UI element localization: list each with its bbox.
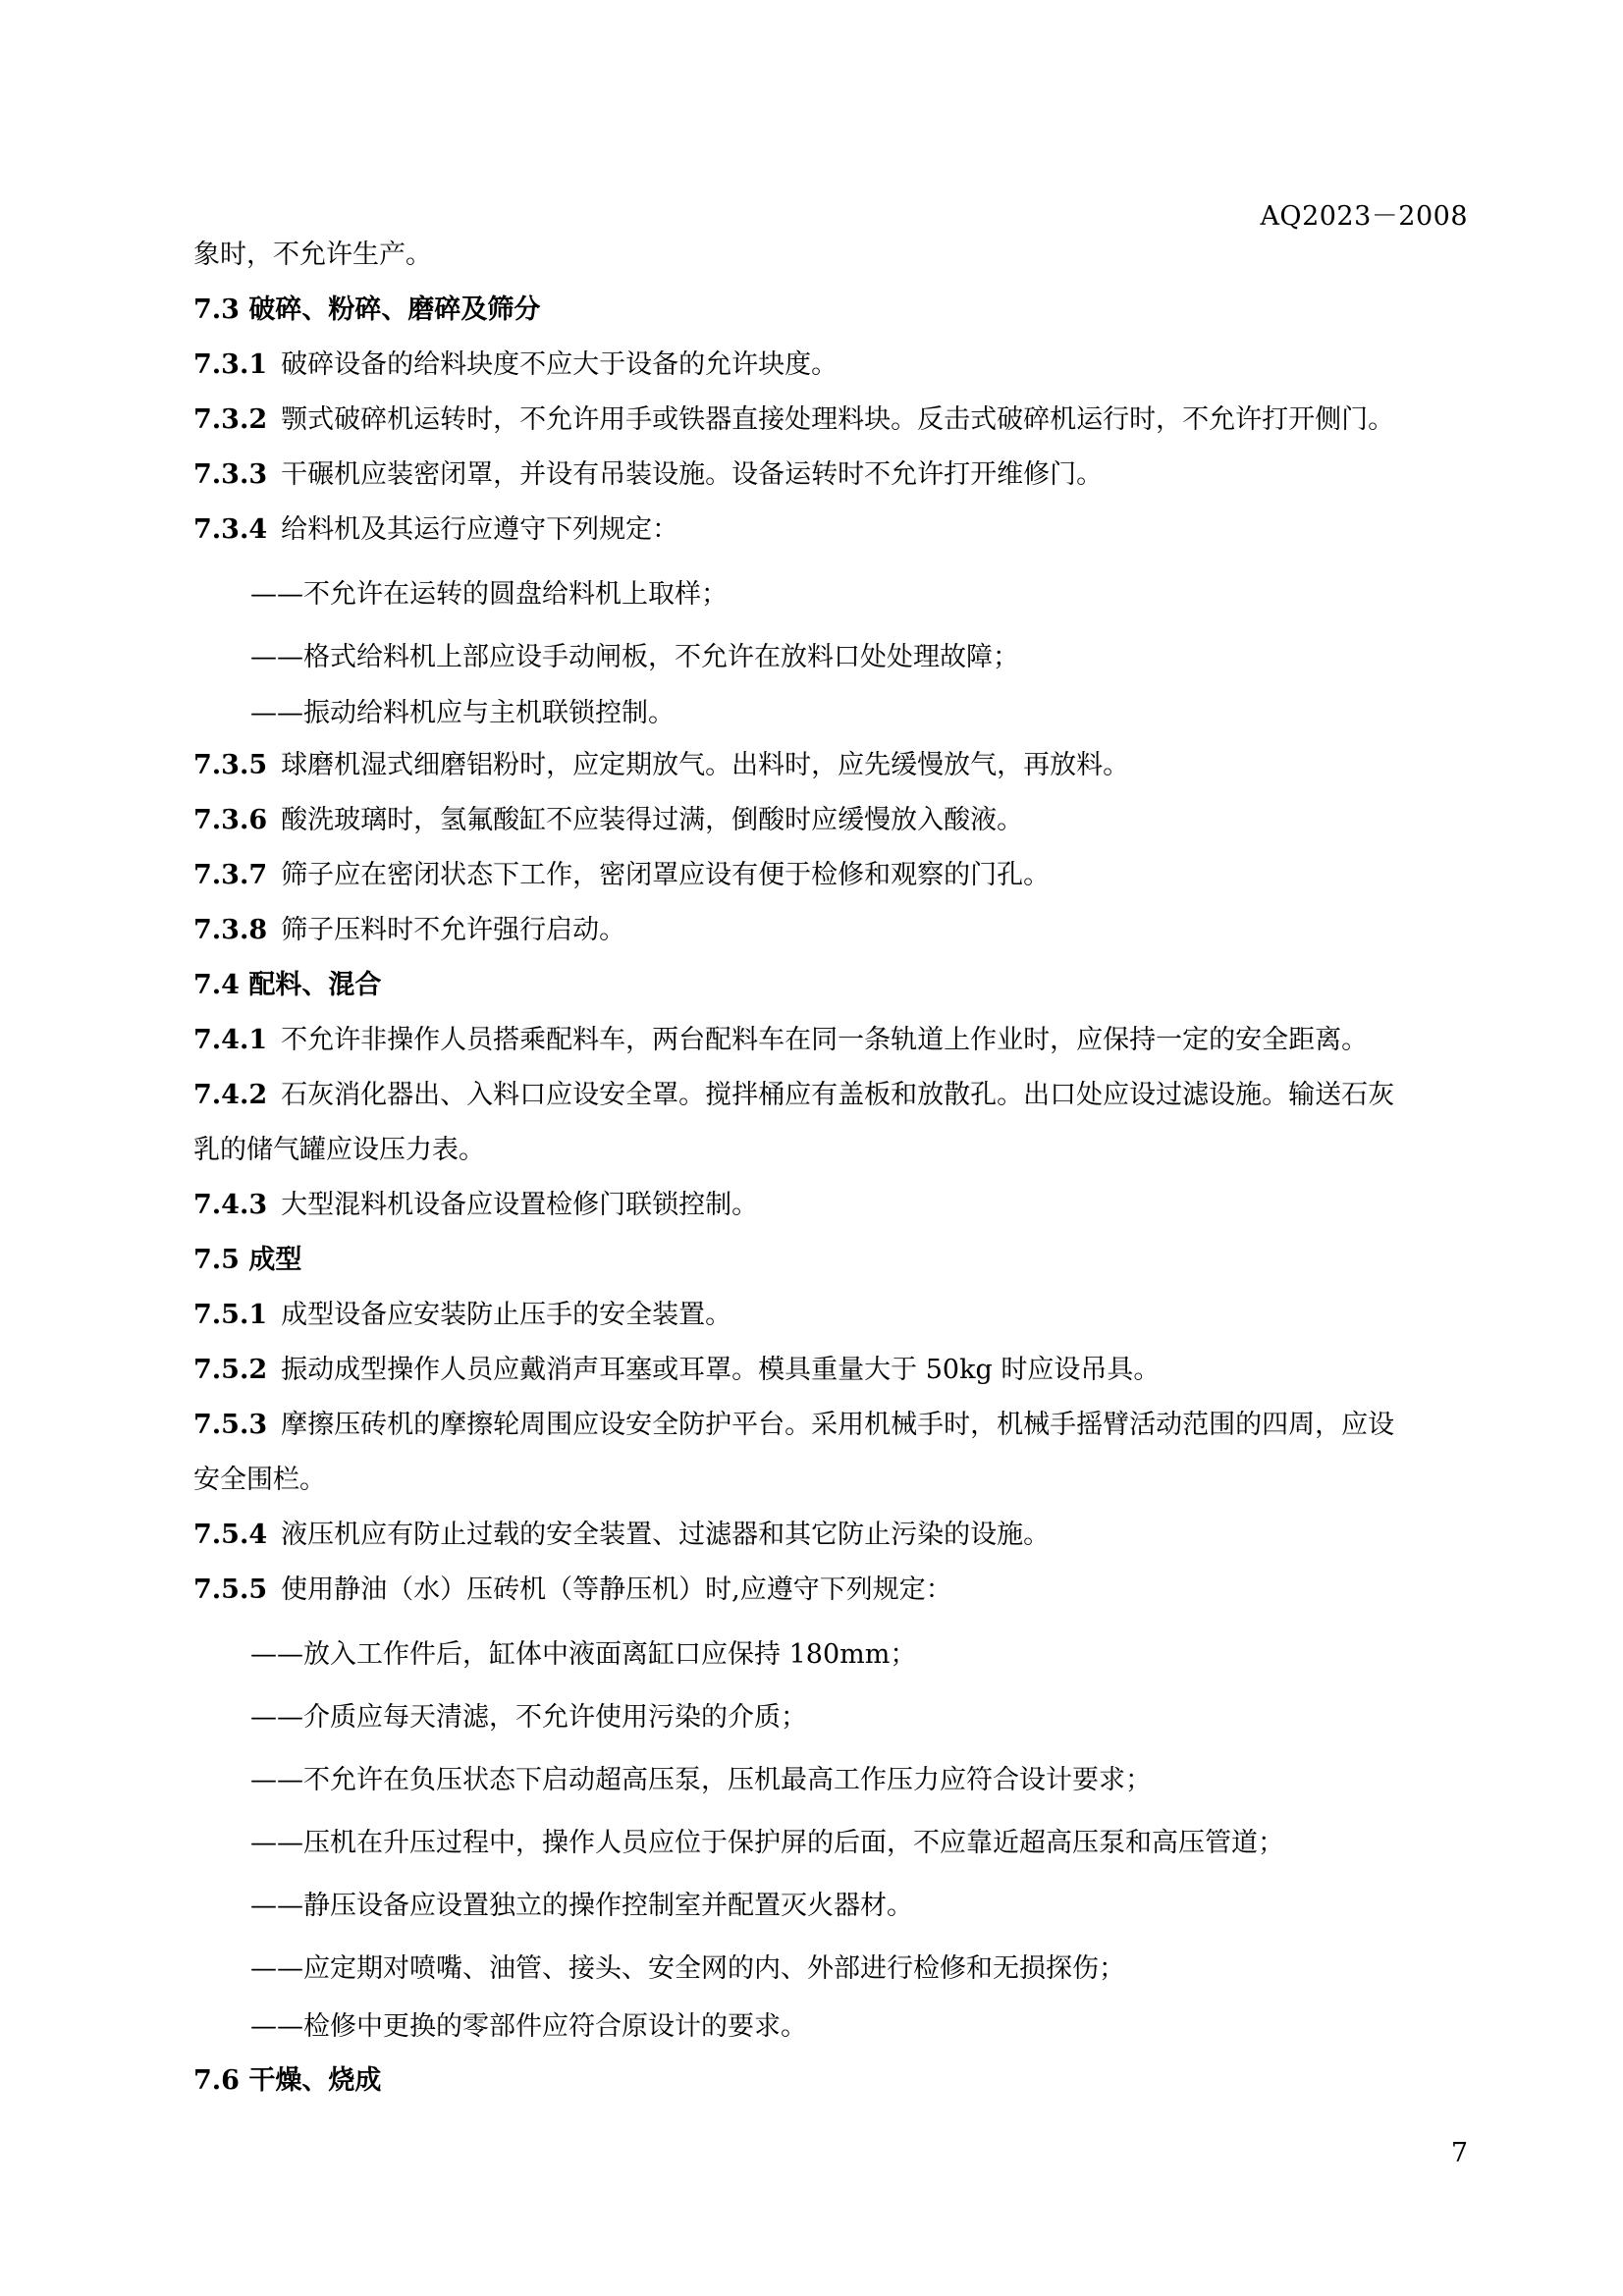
clause-7-3-1: [193, 338, 1470, 393]
clause-text: 使用静油（水）压砖机（等静压机）时,应遵守下列规定：: [281, 1575, 952, 1605]
list-item: ——介质应每天清滤，不允许使用污染的介质；: [250, 1702, 807, 1733]
clause-7-4-3: [193, 1178, 1470, 1233]
clause-7-5-4: [193, 1508, 1470, 1563]
list-item: ——压机在升压过程中，操作人员应位于保护屏的后面，不应靠近超高压泵和高压管道；: [250, 1828, 1284, 1858]
section-heading-7-5: 7.5 成型: [193, 1245, 302, 1275]
clause-7-4-2: [193, 1068, 1470, 1123]
clause-text: 石灰消化器出、入料口应设安全罩。搅拌桶应有盖板和放散孔。出口处应设过滤设施。输送石灰: [281, 1080, 1395, 1110]
clause-number: 7.4.1: [193, 1025, 268, 1055]
clause-text: 振动成型操作人员应戴消声耳塞或耳罩。模具重量大于 50kg 时应设吊具。: [281, 1355, 1161, 1385]
list-item: ——振动给料机应与主机联锁控制。: [250, 698, 675, 728]
section-heading-7-6: 7.6 干燥、烧成: [193, 2065, 382, 2096]
clause-7-3-5: [193, 738, 1470, 793]
clause-number: 7.5.2: [193, 1355, 268, 1385]
list-item: ——应定期对喷嘴、油管、接头、安全网的内、外部进行检修和无损探伤；: [250, 1953, 1125, 1984]
clause-text: 干碾机应装密闭罩，并设有吊装设施。设备运转时不允许打开维修门。: [281, 459, 1104, 490]
clause-number: 7.3.2: [193, 404, 268, 435]
clause-continuation: 安全围栏。: [193, 1465, 326, 1495]
list-item: ——格式给料机上部应设手动闸板，不允许在放料口处处理故障；: [250, 642, 1019, 672]
clause-7-3-3: [193, 448, 1470, 503]
clause-7-5-1: [193, 1288, 1470, 1343]
clause-text: 给料机及其运行应遵守下列规定：: [281, 514, 679, 545]
clause-7-3-2: [193, 393, 1470, 448]
clause-number: 7.3.1: [193, 349, 268, 380]
clause-number: 7.5.5: [193, 1575, 268, 1605]
continued-paragraph: 象时，不允许生产。: [193, 240, 432, 270]
clause-number: 7.3.7: [193, 860, 268, 890]
clause-7-3-8: [193, 903, 1470, 958]
clause-text: 筛子应在密闭状态下工作，密闭罩应设有便于检修和观察的门孔。: [281, 860, 1051, 890]
clause-7-3-4: [193, 503, 1470, 558]
list-item: ——不允许在负压状态下启动超高压泵，压机最高工作压力应符合设计要求；: [250, 1765, 1152, 1795]
clause-text: 摩擦压砖机的摩擦轮周围应设安全防护平台。采用机械手时，机械手摇臂活动范围的四周，应设: [281, 1410, 1395, 1440]
clause-continuation: 乳的储气罐应设压力表。: [193, 1135, 485, 1165]
clause-text: 球磨机湿式细磨铝粉时，应定期放气。出料时，应先缓慢放气，再放料。: [281, 750, 1130, 780]
clause-number: 7.5.4: [193, 1520, 268, 1550]
document-body: [193, 228, 1470, 2109]
clause-7-3-7: [193, 848, 1470, 903]
clause-number: 7.5.1: [193, 1300, 268, 1330]
clause-text: 成型设备应安装防止压手的安全装置。: [281, 1300, 732, 1330]
clause-number: 7.4.2: [193, 1080, 268, 1110]
list-item: ——检修中更换的零部件应符合原设计的要求。: [250, 2011, 807, 2042]
clause-7-5-5: [193, 1563, 1470, 1618]
section-heading-7-4: 7.4 配料、混合: [193, 970, 382, 1000]
clause-number: 7.3.8: [193, 915, 268, 945]
clause-7-4-1: [193, 1013, 1470, 1068]
clause-number: 7.5.3: [193, 1410, 268, 1440]
clause-7-5-2: [193, 1343, 1470, 1398]
clause-text: 颚式破碎机运转时，不允许用手或铁器直接处理料块。反击式破碎机运行时，不允许打开侧门。: [281, 404, 1395, 435]
clause-number: 7.3.6: [193, 805, 268, 835]
document-id-header: AQ2023－2008: [1260, 201, 1468, 232]
clause-number: 7.3.5: [193, 750, 268, 780]
clause-7-3-6: [193, 793, 1470, 848]
clause-number: 7.3.4: [193, 514, 268, 545]
clause-text: 破碎设备的给料块度不应大于设备的允许块度。: [281, 349, 839, 380]
page-number: 7: [1450, 2138, 1468, 2168]
list-item: ——静压设备应设置独立的操作控制室并配置灭火器材。: [250, 1891, 913, 1921]
clause-text: 大型混料机设备应设置检修门联锁控制。: [281, 1190, 759, 1220]
clause-7-5-3: [193, 1398, 1470, 1453]
clause-number: 7.4.3: [193, 1190, 268, 1220]
section-heading-7-3: 7.3 破碎、粉碎、磨碎及筛分: [193, 294, 541, 325]
clause-text: 筛子压料时不允许强行启动。: [281, 915, 626, 945]
clause-text: 液压机应有防止过载的安全装置、过滤器和其它防止污染的设施。: [281, 1520, 1051, 1550]
clause-number: 7.3.3: [193, 459, 268, 490]
list-item: ——放入工作件后，缸体中液面离缸口应保持 180mm；: [250, 1639, 917, 1670]
list-item: ——不允许在运转的圆盘给料机上取样；: [250, 579, 728, 610]
clause-text: 酸洗玻璃时，氢氟酸缸不应装得过满，倒酸时应缓慢放入酸液。: [281, 805, 1024, 835]
clause-text: 不允许非操作人员搭乘配料车，两台配料车在同一条轨道上作业时，应保持一定的安全距离。: [281, 1025, 1369, 1055]
